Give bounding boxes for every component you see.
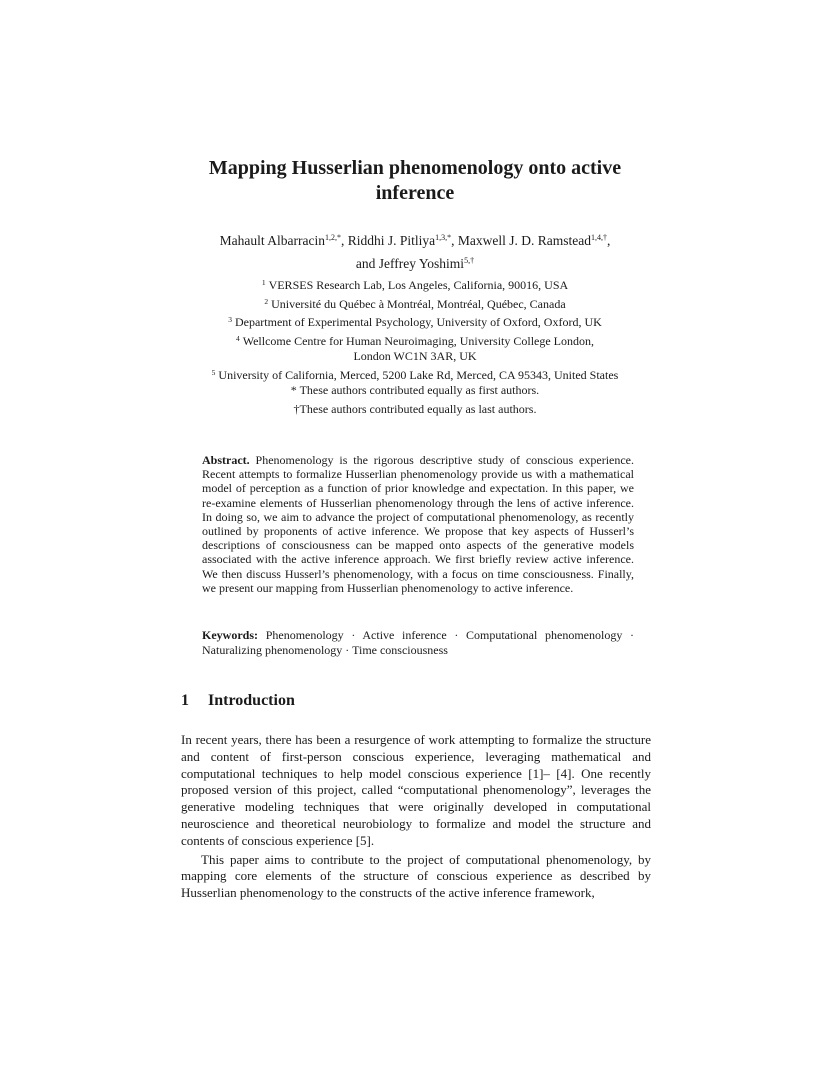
- affiliation-line: [150, 294, 680, 313]
- paragraph: This paper aims to contribute to the project of computational phenomenology, by mapping core elements of the structure of conscious experience as described by Husserlian phenomenology to the constructs of the active inference framework,: [181, 851, 651, 901]
- paragraph: In recent years, there has been a resurgence of work attempting to formalize the structure and content of first-person conscious experience, leveraging mathematical and computational techniques to help model conscious experience [1]– [4]. One recently proposed version of this project, called “computational phenomenology”, leverages the generative modeling techniques that were originally developed in computational neuroscience and theoretical neurobiology to formalize and model the structure and contents of conscious experience [5].: [181, 732, 651, 848]
- body-text: [181, 732, 651, 902]
- affiliation-number: 5: [211, 367, 216, 377]
- author-affiliation-marker: 1,3,*: [435, 233, 452, 242]
- author-separator: ,: [451, 233, 458, 248]
- author-affiliation-marker: 5,†: [464, 256, 475, 265]
- author-affiliation-marker: 1,2,*: [324, 233, 341, 242]
- author-separator: ,: [606, 233, 611, 248]
- affiliation-line: [150, 349, 680, 365]
- section-heading: [181, 692, 295, 710]
- affiliation-number: 1: [261, 278, 266, 287]
- keywords-label: Keywords:: [202, 628, 258, 642]
- affiliations: [150, 275, 680, 417]
- keywords-text: Phenomenology · Active inference · Computational phenomenology · Naturalizing phenomenology · Time consciousness: [202, 628, 635, 657]
- author-name: Mahault Albarracin: [219, 233, 325, 248]
- paper-title: Mapping Husserlian phenomenology onto active inference: [208, 157, 622, 204]
- author-name: and Jeffrey Yoshimi: [355, 256, 465, 271]
- author-name: Maxwell J. D. Ramstead: [457, 233, 591, 248]
- abstract-label: Abstract.: [202, 453, 250, 467]
- affiliation-line: [150, 275, 680, 294]
- affiliation-number: 2: [264, 296, 269, 306]
- affiliation-line: [150, 331, 680, 350]
- affiliation-text: University of California, Merced, 5200 Lake Rd, Merced, CA 95343, United States: [218, 367, 619, 382]
- affiliation-line: [150, 312, 680, 331]
- author-list: [170, 228, 660, 274]
- abstract: [202, 453, 634, 595]
- affiliation-text: Department of Experimental Psychology, University of Oxford, Oxford, UK: [234, 315, 602, 329]
- affiliation-text: Université du Québec à Montréal, Montréal, Québec, Canada: [271, 296, 566, 311]
- keywords: [202, 628, 634, 658]
- author-separator: ,: [340, 233, 348, 248]
- section-number: 1: [181, 692, 189, 709]
- affiliation-text: London WC1N 3AR, UK: [353, 349, 477, 363]
- affiliation-text: Wellcome Centre for Human Neuroimaging, University College London,: [242, 333, 595, 348]
- abstract-text: Phenomenology is the rigorous descriptive study of conscious experience. Recent attempts to formalize Husserlian phenomenology provide us with a mathematical model of perception as a function of prior knowledge and expectation. In this paper, we re-examine elements of Husserlian phenomenology through the lens of active inference. In doing so, we aim to advance the project of computational phenomenology, as recently outlined by proponents of active inference. We propose that key aspects of Husserl’s descriptions of consciousness can be mapped onto aspects of the generative models associated with the active inference approach. We first briefly review active inference. We then discuss Husserl’s phenomenology, with a focus on time consciousness. Finally, we present our mapping from Husserlian phenomenology to active inference.: [202, 453, 635, 595]
- equal-contribution-first-note: * These authors contributed equally as first authors.: [290, 383, 540, 397]
- affiliation-line: [150, 365, 680, 384]
- author-affiliation-marker: 1,4,†: [590, 233, 607, 242]
- affiliation-number: 3: [228, 315, 232, 324]
- affiliation-number: 4: [235, 333, 240, 343]
- section-title: Introduction: [208, 692, 295, 709]
- equal-contribution-last-note: †These authors contributed equally as last authors.: [293, 401, 537, 416]
- affiliation-text: VERSES Research Lab, Los Angeles, California, 90016, USA: [268, 278, 569, 292]
- author-name: Riddhi J. Pitliya: [347, 233, 436, 248]
